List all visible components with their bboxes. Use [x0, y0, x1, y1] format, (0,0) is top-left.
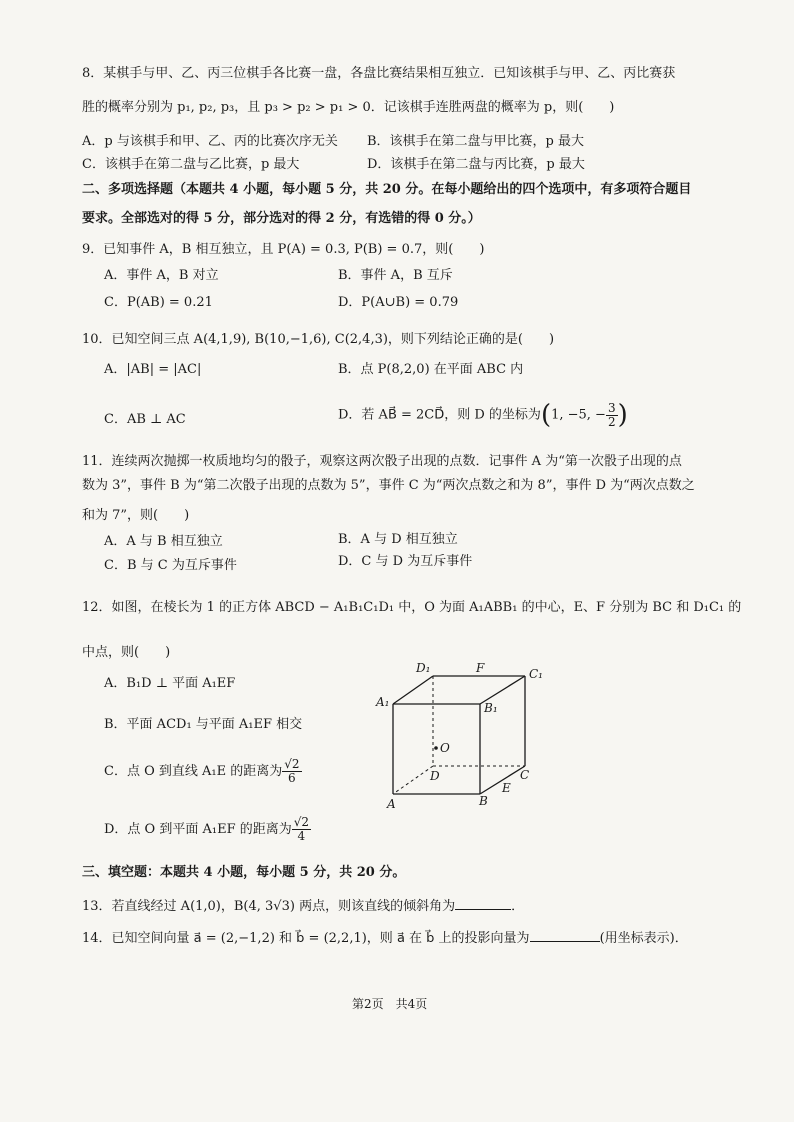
- hidden-edge-d-a: [393, 766, 433, 794]
- q12-option-c-fraction: [282, 758, 301, 785]
- label-a: A: [387, 797, 396, 811]
- label-c: C: [520, 768, 530, 782]
- q11-stem-line3: 和为 7”，则( ): [82, 508, 190, 523]
- q10-option-d-lparen: (: [540, 400, 552, 430]
- label-b1: B₁: [484, 701, 498, 715]
- q12-option-c-numerator: √2: [284, 757, 300, 771]
- label-e: E: [502, 781, 511, 795]
- q11-option-d: D．C 与 D 为互斥事件: [338, 554, 473, 569]
- label-a1: A₁: [376, 695, 390, 709]
- page-footer: 第2页 共4页: [352, 997, 428, 1011]
- q12-option-c: [104, 752, 302, 792]
- edge-a1-d1: [393, 676, 433, 704]
- q8-stem-line1: 8．某棋手与甲、乙、丙三位棋手各比赛一盘，各盘比赛结果相互独立．已知该棋手与甲、乙、丙比赛获: [82, 66, 676, 81]
- q8-stem-line2: 胜的概率分别为 p₁, p₂, p₃，且 p₃ > p₂ > p₁ > 0．记该棋手连胜两盘的概率为 p，则( ): [82, 100, 615, 115]
- edge-b1-c1: [480, 676, 525, 704]
- q11-option-b: B．A 与 D 相互独立: [338, 532, 458, 547]
- label-o: O: [440, 741, 450, 755]
- q10-option-d: [338, 398, 628, 433]
- point-o: [434, 746, 438, 750]
- q11-option-c: C．B 与 C 为互斥事件: [104, 558, 237, 573]
- q12-stem-line1: 12．如图，在棱长为 1 的正方体 ABCD − A₁B₁C₁D₁ 中，O 为面 A₁ABB₁ 的中心，E、F 分别为 BC 和 D₁C₁ 的: [82, 600, 742, 615]
- q12-option-b: B．平面 ACD₁ 与平面 A₁EF 相交: [104, 717, 303, 732]
- q13-answer-blank[interactable]: [455, 897, 511, 910]
- q13: [82, 897, 524, 917]
- q12-option-d: [104, 810, 311, 850]
- label-b: B: [479, 794, 488, 808]
- label-d1: D₁: [416, 661, 431, 675]
- q11-stem-line2: 数为 3”，事件 B 为“第二次骰子出现的点数为 5”，事件 C 为“两次点数之和为 8”，事件 D 为“两次点数之: [82, 478, 695, 493]
- q9-option-d: D．P(A∪B) = 0.79: [338, 295, 459, 310]
- q12-option-d-fraction: [292, 816, 311, 843]
- q10-option-d-rparen: ): [617, 400, 628, 430]
- section2-heading-line2: 要求。全部选对的得 5 分，部分选对的得 2 分，有选错的得 0 分。）: [82, 211, 481, 226]
- q14-text: 14．已知空间向量 a⃗ = (2,−1,2) 和 b⃗ = (2,2,1)，则 a⃗ 在 b⃗ 上的投影向量为: [82, 931, 530, 946]
- q12-option-d-numerator: √2: [293, 815, 310, 829]
- q10-option-d-fraction: [606, 402, 618, 429]
- q10-option-a: A．|AB| = |AC|: [104, 362, 202, 377]
- q10-option-d-denominator: 2: [607, 414, 616, 429]
- q12-option-c-text: C．点 O 到直线 A₁E 的距离为: [104, 764, 283, 779]
- q14-answer-blank[interactable]: [530, 929, 600, 942]
- q8-option-d: D．该棋手在第二盘与丙比赛，p 最大: [367, 157, 585, 172]
- q10-option-c: C．AB ⊥ AC: [104, 412, 186, 427]
- label-f: F: [476, 661, 485, 675]
- label-c1: C₁: [529, 667, 543, 681]
- q12-option-a: A．B₁D ⊥ 平面 A₁EF: [104, 676, 236, 691]
- q12-option-c-denominator: 6: [288, 771, 296, 785]
- q8-option-a: A．p 与该棋手和甲、乙、丙的比赛次序无关: [82, 134, 338, 149]
- q11-stem-line1: 11．连续两次抛掷一枚质地均匀的骰子，观察这两次骰子出现的点数．记事件 A 为“第一次骰子出现的点: [82, 454, 682, 469]
- q12-stem-line2: 中点，则( ): [82, 645, 171, 660]
- q14: [82, 929, 688, 949]
- q14-end: (用坐标表示)．: [599, 931, 688, 946]
- q9-option-a: A．事件 A，B 对立: [104, 268, 219, 283]
- label-d: D: [430, 769, 440, 783]
- q10-option-d-coord: 1, −5, −: [551, 407, 606, 423]
- section2-heading-line1: 二、多项选择题（本题共 4 小题，每小题 5 分，共 20 分。在每小题给出的四个选项中，有多项符合题目: [82, 182, 692, 197]
- edge-b-c: [480, 766, 525, 794]
- q13-text: 13．若直线经过 A(1,0)，B(4, 3√3) 两点，则该直线的倾斜角为: [82, 899, 456, 914]
- q9-option-b: B．事件 A，B 互斥: [338, 268, 453, 283]
- q8-option-b: B．该棋手在第二盘与甲比赛，p 最大: [367, 134, 585, 149]
- q12-option-d-denominator: 4: [297, 829, 306, 843]
- section3-heading: 三、填空题：本题共 4 小题，每小题 5 分，共 20 分。: [82, 865, 406, 880]
- q13-end: ．: [511, 899, 525, 914]
- q9-stem: 9．已知事件 A，B 相互独立，且 P(A) = 0.3, P(B) = 0.7，则( ): [82, 242, 485, 257]
- q12-option-d-text: D．点 O 到平面 A₁EF 的距离为: [104, 822, 292, 837]
- q9-option-c: C．P(AB) = 0.21: [104, 295, 213, 310]
- q10-option-b: B．点 P(8,2,0) 在平面 ABC 内: [338, 362, 524, 377]
- q10-option-d-text: D．若 AB⃗ = 2CD⃗，则 D 的坐标为: [338, 407, 541, 423]
- q8-option-c: C．该棋手在第二盘与乙比赛，p 最大: [82, 157, 300, 172]
- q11-option-a: A．A 与 B 相互独立: [104, 534, 223, 549]
- q10-stem: 10．已知空间三点 A(4,1,9), B(10,−1,6), C(2,4,3)，则下列结论正确的是( ): [82, 332, 555, 347]
- q10-option-d-numerator: 3: [607, 400, 616, 415]
